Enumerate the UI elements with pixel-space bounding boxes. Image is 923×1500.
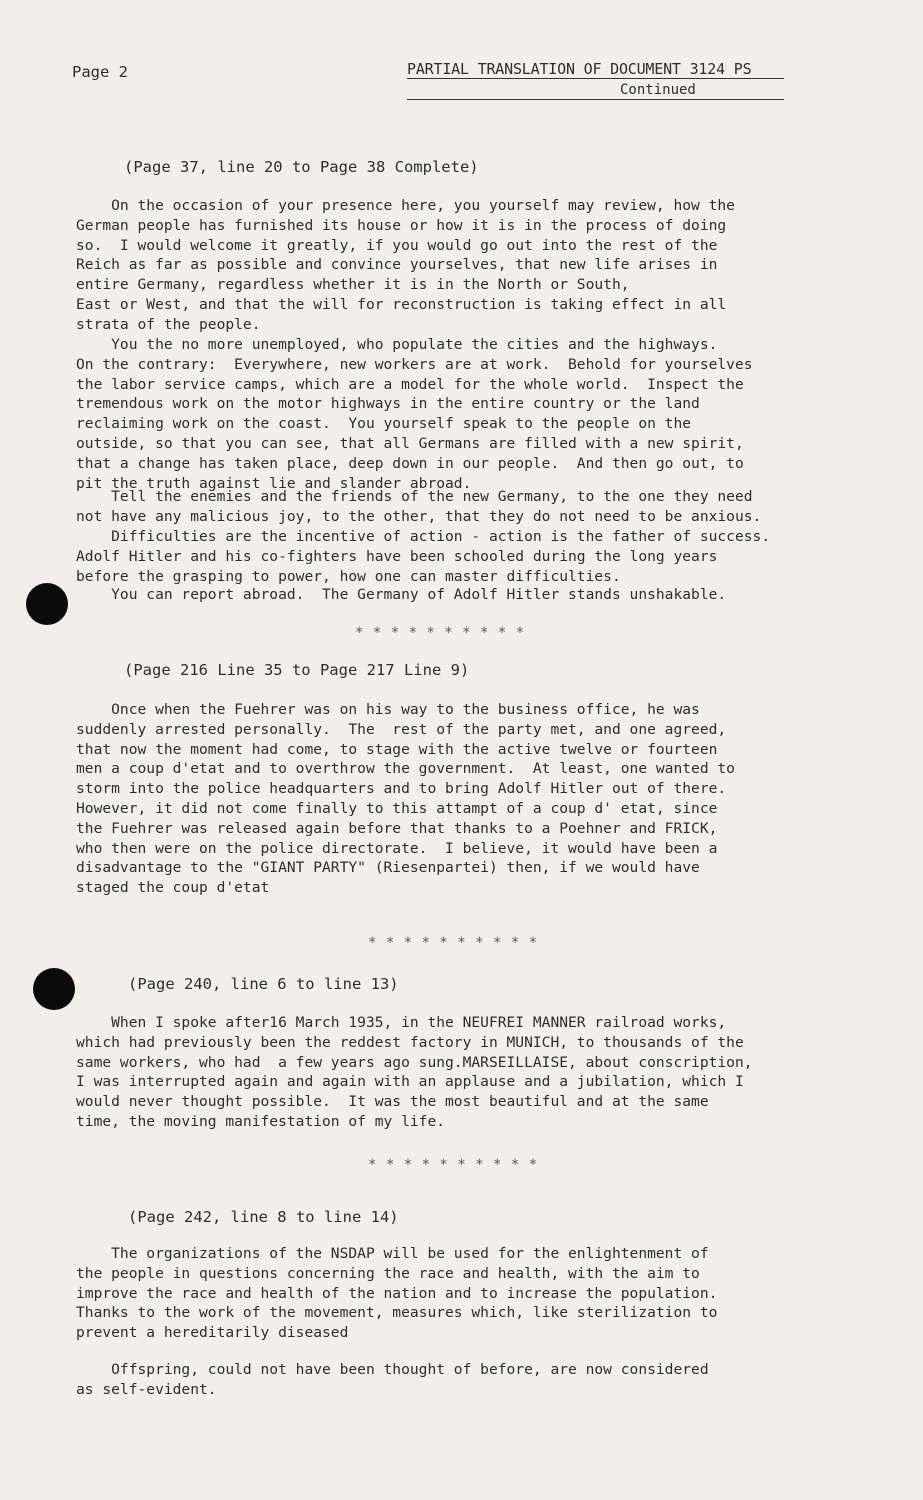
text-line: who then were on the police directorate. I believe, it would have been a — [76, 839, 718, 857]
text-line: tremendous work on the motor highways in the entire country or the land — [76, 395, 700, 413]
text-line: The organizations of the NSDAP will be used for the enlightenment of — [76, 1245, 709, 1262]
text-line: would never thought possible. It was the most beautiful and at the same — [76, 1093, 709, 1111]
binder-hole — [33, 968, 75, 1010]
text-line: before the grasping to power, how one can master difficulties. — [76, 567, 621, 585]
paragraph — [76, 1244, 856, 1343]
text-line: prevent a hereditarily diseased — [76, 1324, 349, 1342]
section-separator: * * * * * * * * * * — [355, 625, 525, 641]
paragraph — [76, 527, 856, 586]
text-line: German people has furnished its house or how it is in the process of doing — [76, 216, 727, 234]
text-line: However, it did not come finally to this attampt of a coup d' etat, since — [76, 799, 718, 817]
section-separator: * * * * * * * * * * — [368, 1157, 538, 1173]
paragraph — [76, 585, 856, 605]
text-line: the people in questions concerning the race and health, with the aim to — [76, 1264, 700, 1282]
section-reference: (Page 242, line 8 to line 14) — [128, 1208, 399, 1226]
text-line: disadvantage to the "GIANT PARTY" (Riesenpartei) then, if we would have — [76, 859, 700, 877]
text-line: On the contrary: Everywhere, new workers are at work. Behold for yourselves — [76, 355, 753, 373]
text-line: When I spoke after16 March 1935, in the NEUFREI MANNER railroad works, — [76, 1014, 727, 1031]
text-line: improve the race and health of the nation and to increase the population. — [76, 1284, 718, 1302]
document-title: PARTIAL TRANSLATION OF DOCUMENT 3124 PS — [407, 60, 752, 78]
text-line: staged the coup d'etat — [76, 879, 270, 897]
text-line: Reich as far as possible and convince yourselves, that new life arises in — [76, 256, 718, 274]
text-line: On the occasion of your presence here, you yourself may review, how the — [76, 197, 735, 214]
text-line: that now the moment had come, to stage with the active twelve or fourteen — [76, 740, 718, 758]
text-line: Adolf Hitler and his co-fighters have been schooled during the long years — [76, 547, 718, 565]
text-line: men a coup d'etat and to overthrow the government. At least, one wanted to — [76, 760, 735, 778]
binder-hole — [26, 583, 68, 625]
title-underline — [407, 78, 784, 79]
text-line: which had previously been the reddest factory in MUNICH, to thousands of the — [76, 1033, 744, 1051]
text-line: the Fuehrer was released again before that thanks to a Poehner and FRICK, — [76, 819, 718, 837]
text-line: Thanks to the work of the movement, measures which, like sterilization to — [76, 1304, 718, 1322]
continued-underline — [407, 99, 784, 100]
text-line: Offspring, could not have been thought of before, are now considered — [76, 1361, 709, 1378]
text-line: the labor service camps, which are a model for the whole world. Inspect the — [76, 375, 744, 393]
text-line: outside, so that you can see, that all Germans are filled with a new spirit, — [76, 434, 744, 452]
text-line: so. I would welcome it greatly, if you would go out into the rest of the — [76, 236, 718, 254]
continued-label: Continued — [620, 82, 696, 98]
section-reference: (Page 240, line 6 to line 13) — [128, 975, 399, 993]
text-line: Once when the Fuehrer was on his way to the business office, he was — [76, 701, 700, 718]
paragraph — [76, 487, 856, 527]
text-line: that a change has taken place, deep down in our people. And then go out, to — [76, 454, 744, 472]
text-line: entire Germany, regardless whether it is in the North or South, — [76, 276, 630, 294]
text-line: You can report abroad. The Germany of Adolf Hitler stands unshakable. — [76, 586, 727, 603]
text-line: I was interrupted again and again with an applause and a jubilation, which I — [76, 1073, 744, 1091]
text-line: as self-evident. — [76, 1380, 217, 1398]
text-line: storm into the police headquarters and to bring Adolf Hitler out of there. — [76, 780, 727, 798]
page-number: Page 2 — [72, 63, 128, 81]
section-reference: (Page 216 Line 35 to Page 217 Line 9) — [124, 661, 470, 679]
text-line: East or West, and that the will for reconstruction is taking effect in all — [76, 295, 727, 313]
text-line: time, the moving manifestation of my life. — [76, 1112, 446, 1130]
paragraph — [76, 1360, 856, 1400]
text-line: Tell the enemies and the friends of the new Germany, to the one they need — [76, 488, 753, 505]
text-line: strata of the people. — [76, 315, 261, 333]
text-line: pit the truth against lie and slander abroad. — [76, 474, 472, 492]
section-reference: (Page 37, line 20 to Page 38 Complete) — [124, 158, 479, 176]
text-line: Difficulties are the incentive of action - action is the father of success. — [76, 528, 771, 545]
paragraph — [76, 700, 856, 898]
text-line: same workers, who had a few years ago sung.MARSEILLAISE, about conscription, — [76, 1053, 753, 1071]
text-line: You the no more unemployed, who populate the cities and the highways. — [76, 336, 718, 353]
section-separator: * * * * * * * * * * — [368, 935, 538, 951]
paragraph — [76, 1013, 856, 1132]
paragraph — [76, 335, 856, 493]
text-line: reclaiming work on the coast. You yourself speak to the people on the — [76, 415, 692, 433]
paragraph — [76, 196, 856, 335]
text-line: not have any malicious joy, to the other, that they do not need to be anxious. — [76, 507, 762, 525]
text-line: suddenly arrested personally. The rest of the party met, and one agreed, — [76, 720, 727, 738]
